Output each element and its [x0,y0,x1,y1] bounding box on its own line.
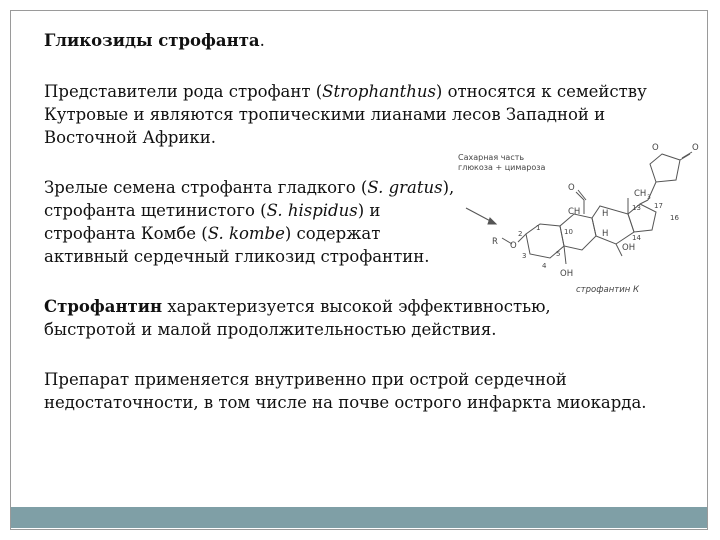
bottom-accent-bar [11,507,707,528]
atom-number: 14 [632,234,641,242]
paragraph-line: недостаточности, в том числе на почве острого инфаркта миокарда. [44,393,647,412]
atom-number: 17 [654,202,663,210]
atom-label: 3 [647,194,651,201]
paragraph-line: активный сердечный гликозид строфантин. [44,247,430,266]
atom-label: H [602,229,609,239]
atom-label: O [510,241,517,251]
atom-number: 3 [522,252,527,260]
atom-label: R [492,237,498,247]
atom-label: CH [568,207,581,217]
structure-caption: строфантин К [576,285,640,295]
paragraph-strophanthin [44,295,551,341]
paragraph-line: Восточной Африки. [44,128,216,147]
paragraph-line: Кутровые и являются тропическими лианами лесов Западной и [44,105,606,124]
paragraph-seeds [44,176,454,268]
atom-number: 5 [556,250,561,258]
atom-label: OH [560,269,574,279]
atom-number: 13 [632,204,641,212]
paragraph-line: быстротой и малой продолжительностью действия. [44,320,497,339]
paragraph-usage [44,368,647,414]
atom-number: 10 [564,228,573,236]
slide-title: Гликозиды строфанта. [44,31,265,50]
paragraph-line: Зрелые семена строфанта гладкого (S. gratus), [44,178,455,197]
sugar-label: Сахарная часть [458,153,525,162]
atom-label: O [692,143,699,153]
atom-label: CH [634,189,647,199]
paragraph-genus [44,80,647,149]
sugar-label: глюкоза + цимароза [458,163,546,172]
paragraph-line: Представители рода строфант (Strophanthus) относятся к семейству [44,82,647,101]
atom-label: H [602,209,609,219]
atom-number: 4 [542,262,547,270]
atom-label: O [652,143,659,153]
atom-number: 16 [670,214,679,222]
atom-number: 2 [518,230,523,238]
atom-label: OH [622,243,636,253]
paragraph-line: строфанта Комбе (S. kombe) содержат [44,224,381,243]
paragraph-line: Препарат применяется внутривенно при острой сердечной [44,370,567,389]
strophanthin-structure-diagram [456,140,699,298]
paragraph-line: Строфантин характеризуется высокой эффективностью, [44,297,551,316]
paragraph-line: строфанта щетинистого (S. hispidus) и [44,201,381,220]
atom-number: 1 [536,224,541,232]
atom-label: O [568,183,575,193]
